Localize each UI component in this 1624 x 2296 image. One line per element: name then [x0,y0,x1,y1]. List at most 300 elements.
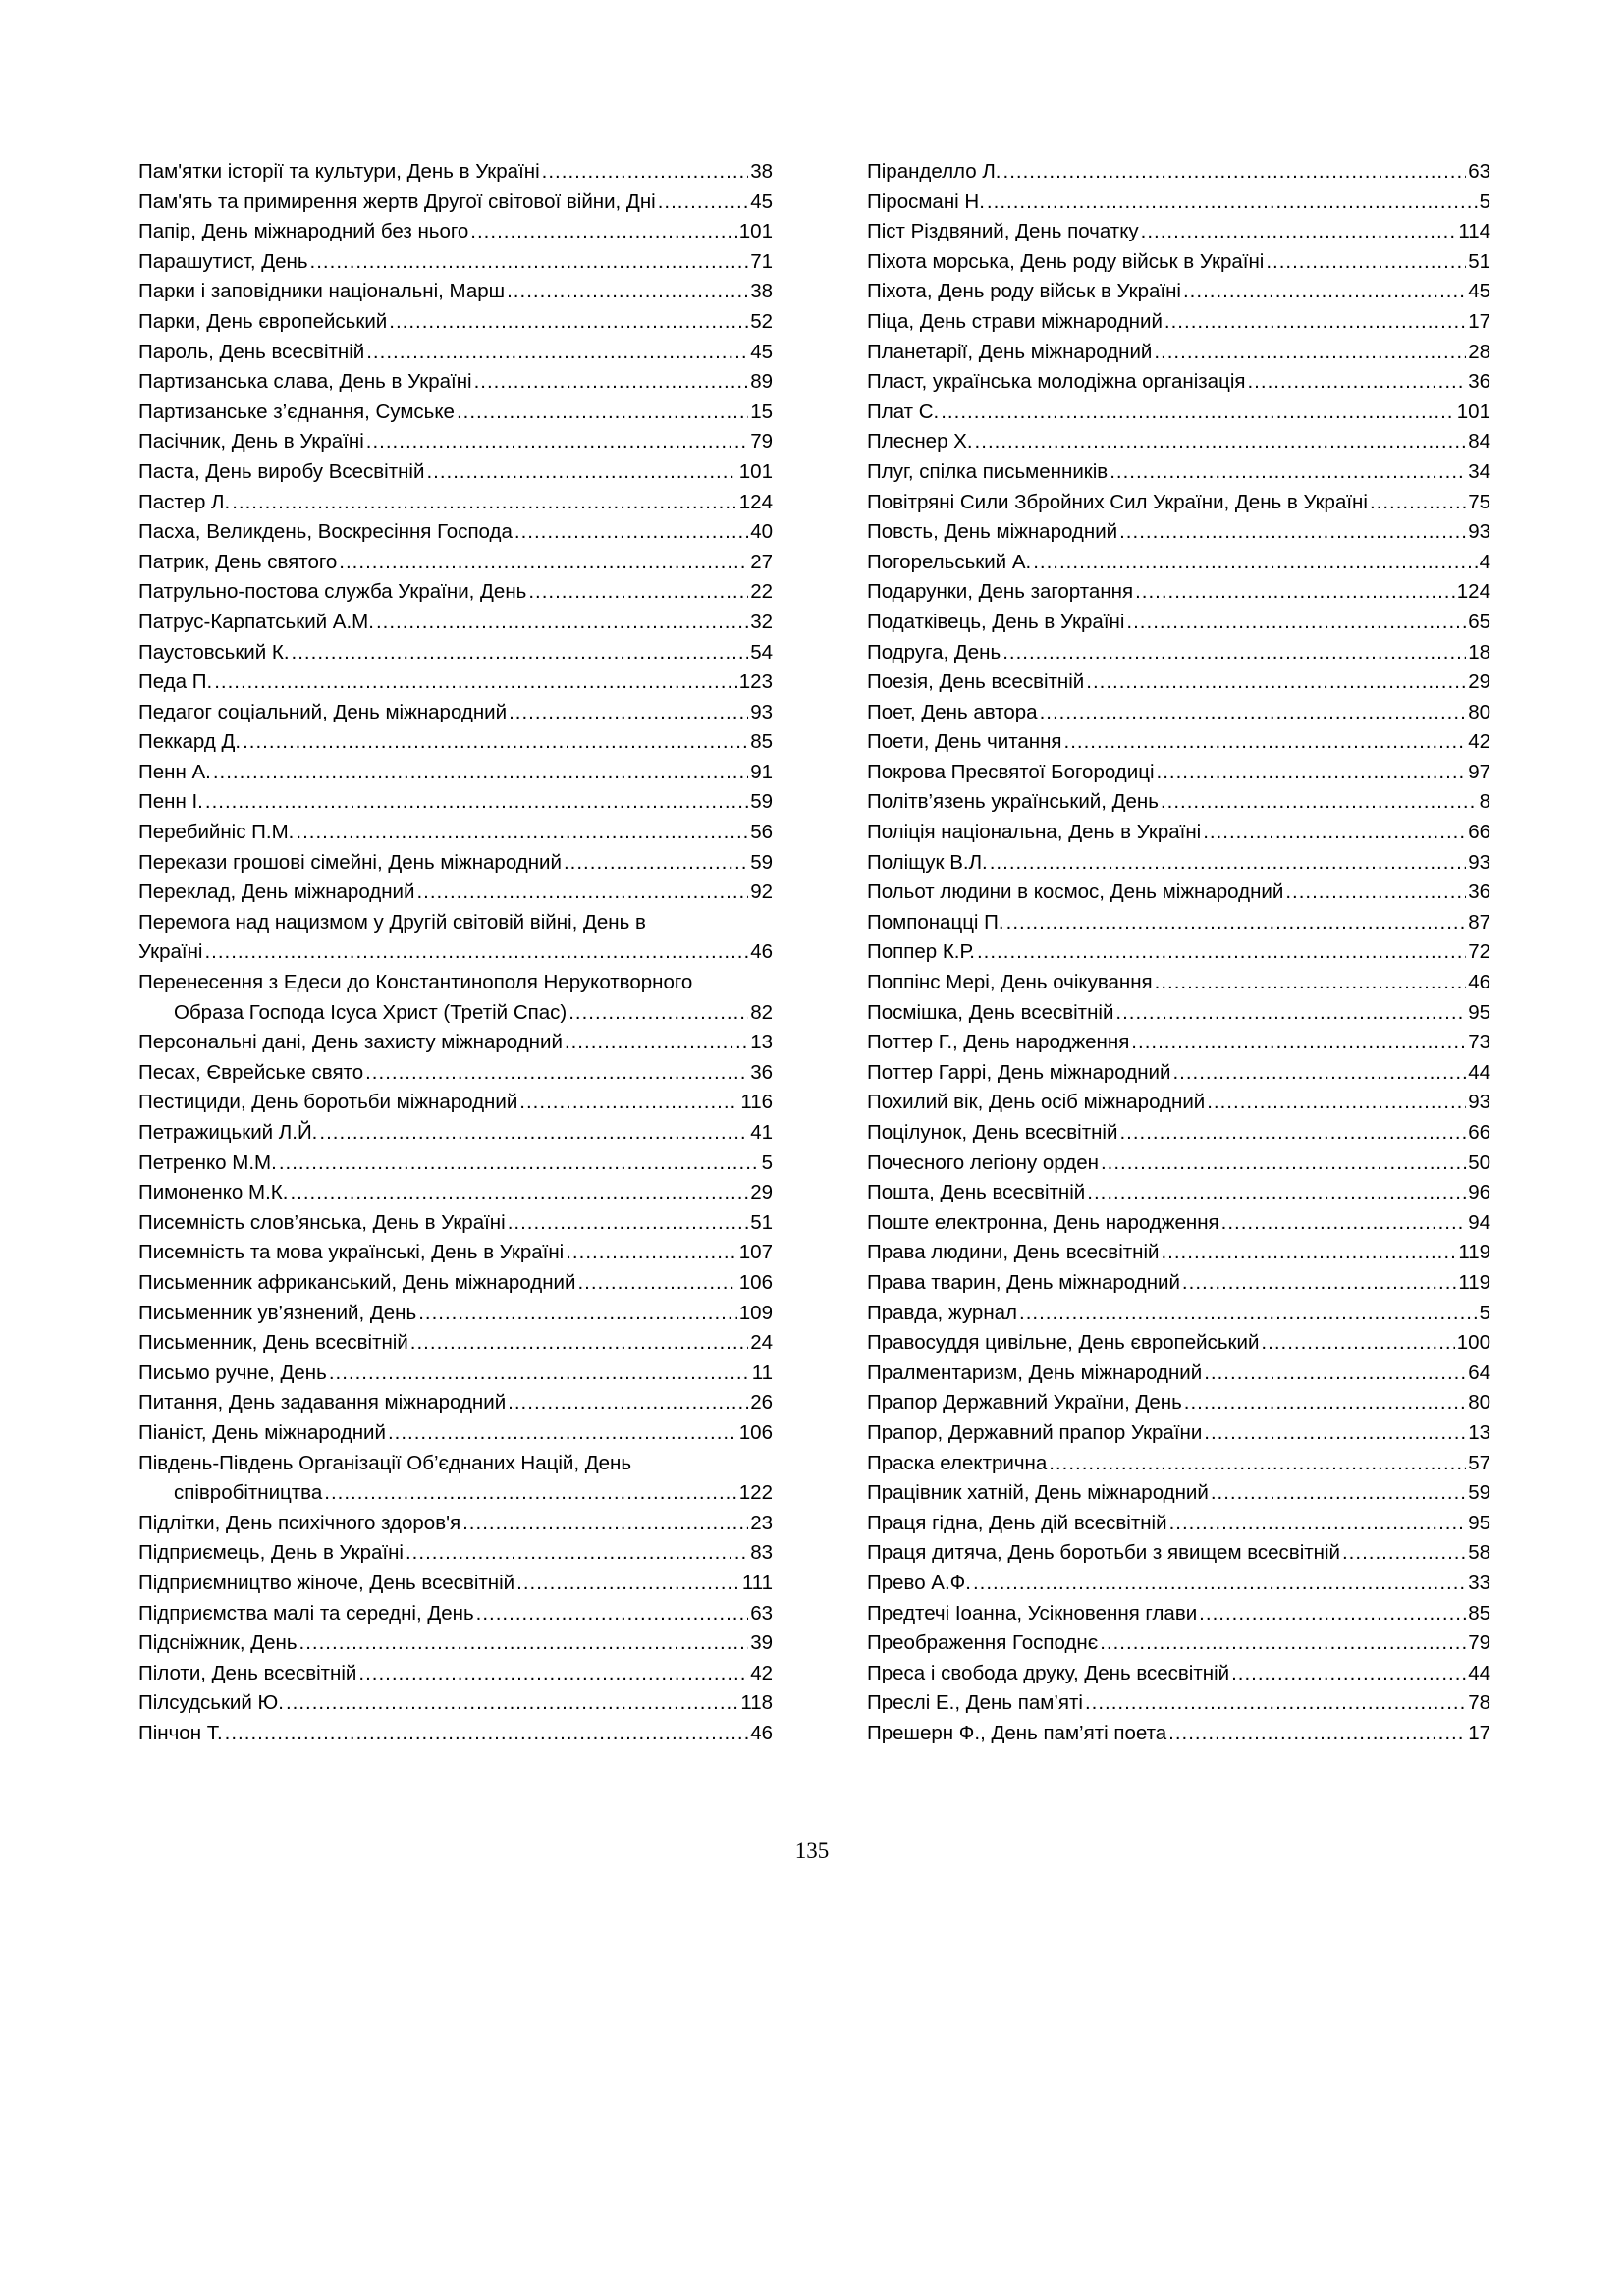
index-entry-text: Папір, День міжнародний без нього [138,220,469,243]
index-entry-page: 26 [750,1391,773,1415]
index-entry [138,1178,773,1208]
index-entry-text: співробітництва [174,1481,323,1505]
index-entry-text: Преображення Господнє [867,1631,1099,1655]
index-entry-text: Письменник африканський, День міжнародний [138,1270,576,1294]
index-entry-page: 95 [1468,1000,1490,1024]
dot-leader [1221,1208,1467,1239]
index-entry-page: 51 [750,1210,773,1234]
dot-leader [1135,577,1455,608]
index-entry [867,908,1490,938]
index-entry [867,517,1490,548]
dot-leader [542,157,749,187]
dot-leader [528,577,748,608]
dot-leader [1168,1719,1466,1749]
dot-leader [1182,1268,1456,1299]
index-entry-text: Правосуддя цивільне, День європейський [867,1331,1260,1355]
index-entry-text-first-line: Перемога над нацизмом у Другій світовій війні, День в [138,910,646,934]
index-entry-page: 59 [750,790,773,814]
index-entry [867,488,1490,518]
index-column-left [138,157,773,1748]
index-entry [138,758,773,788]
index-entry-text: Пралментаризм, День міжнародний [867,1361,1203,1384]
index-entry [867,1178,1490,1208]
index-entry [867,1148,1490,1179]
dot-leader [1183,277,1466,307]
index-entry-page: 15 [750,400,773,423]
dot-leader [1231,1659,1466,1689]
dot-leader [279,1148,760,1179]
dot-leader [973,1569,1466,1599]
index-entry [867,818,1490,848]
index-entry-text: Підприємець, День в Україні [138,1541,404,1565]
index-entry-text: Права людини, День всесвітній [867,1241,1160,1264]
dot-leader [1164,307,1466,338]
dot-leader [388,1418,737,1449]
index-entry [138,1629,773,1659]
index-entry-page: 63 [1468,160,1490,183]
index-entry [138,1509,773,1539]
index-entry-page: 85 [1468,1601,1490,1625]
index-entry [867,1238,1490,1268]
index-entry-text: Парки, День європейський [138,309,388,333]
index-entry-page: 73 [1468,1031,1490,1054]
index-entry-text: Письмо ручне, День [138,1361,327,1384]
index-entry-text: Патрульно-постова служба України, День [138,580,527,604]
index-entry [867,727,1490,758]
dot-leader [1266,247,1466,278]
index-entry-text: Підприємництво жіноче, День всесвітній [138,1571,515,1594]
index-entry [867,1418,1490,1449]
index-entry-text: Петренко М.М. [138,1150,277,1174]
index-entry-text: Парашутист, День [138,249,308,273]
index-entry [138,1449,773,1509]
index-entry-text: Парки і заповідники національні, Марш [138,280,506,303]
index-entry [867,548,1490,578]
index-entry-page: 38 [750,280,773,303]
index-entry-page: 36 [1468,370,1490,394]
index-entry-page: 54 [750,640,773,664]
index-entry [867,1268,1490,1299]
dot-leader [462,1509,748,1539]
index-entry-page: 59 [750,850,773,874]
index-entry-page: 46 [750,940,773,964]
index-entry [138,577,773,608]
dot-leader [987,187,1478,218]
index-entry-page: 29 [750,1181,773,1204]
index-entry-page: 29 [1468,670,1490,694]
index-entry [867,1659,1490,1689]
index-entry-text: Преслі Е., День пам’яті [867,1691,1083,1715]
index-entry-text: Поцілунок, День всесвітній [867,1121,1118,1144]
index-entry [867,1688,1490,1719]
index-entry-page: 42 [1468,730,1490,754]
index-entry-text: Пам'ятки історії та культури, День в Україні [138,160,540,183]
index-entry-text: Планетарії, День міжнародний [867,340,1153,363]
index-entry [867,937,1490,968]
dot-leader [225,1719,749,1749]
index-entry-page: 51 [1468,249,1490,273]
index-entry-page: 44 [1468,1060,1490,1084]
index-entry [138,398,773,428]
index-entry-text: Політв’язень український, День [867,790,1159,814]
page-number: 135 [794,1839,830,1863]
index-entry [138,908,773,968]
index-entry-text: Поліщук В.Л. [867,850,988,874]
index-entry-page: 79 [1468,1631,1490,1655]
dot-leader [508,1388,748,1418]
dot-leader [516,1569,740,1599]
dot-leader [1003,157,1467,187]
index-entry-page: 13 [1468,1420,1490,1444]
index-entry [867,427,1490,457]
index-entry [138,1058,773,1089]
index-entry-text: Образа Господа Ісуса Христ (Третій Спас) [174,1000,568,1024]
dot-leader [508,1208,749,1239]
index-entry-text: Податківець, День в Україні [867,610,1125,633]
index-entry-page: 97 [1468,760,1490,783]
dot-leader [658,187,748,218]
index-entry-page: 32 [750,610,773,633]
index-entry-text: Піросмані Н. [867,189,985,213]
index-entry-page: 101 [738,459,773,483]
dot-leader [299,1629,749,1659]
index-entry-page: 92 [750,881,773,904]
index-entry [867,338,1490,368]
dot-leader [990,848,1466,879]
index-entry-text-first-line: Південь-Південь Організації Об’єднаних Націй, День [138,1451,632,1474]
index-entry-page: 17 [1468,1721,1490,1744]
dot-leader [1261,1328,1454,1359]
dot-leader [1019,1299,1478,1329]
dot-leader [418,1299,737,1329]
index-entry-page: 28 [1468,340,1490,363]
index-entry-text: Пароль, День всесвітній [138,340,365,363]
index-entry-text: Патрик, День святого [138,550,338,573]
index-entry-text: Плуг, спілка письменників [867,459,1109,483]
index-entry [138,427,773,457]
index-entry-text: Піаніст, День міжнародний [138,1420,386,1444]
dot-leader [329,1359,750,1389]
index-entry [867,848,1490,879]
dot-leader [1157,758,1467,788]
index-entry-text-first-line: Перенесення з Едеси до Константинополя Нерукотворного [138,971,693,994]
dot-leader [1161,787,1478,818]
index-entry [138,1148,773,1179]
index-entry [138,1328,773,1359]
index-entry [867,1719,1490,1749]
dot-leader [1285,878,1466,908]
index-entry-text: Предтечі Іоанна, Усікновення глави [867,1601,1198,1625]
dot-leader [1211,1478,1466,1509]
index-entry [867,968,1490,998]
index-entry-page: 101 [1456,400,1490,423]
dot-leader [476,1599,749,1629]
dot-leader [1040,698,1467,728]
index-entry-page: 50 [1468,1150,1490,1174]
index-entry [138,1238,773,1268]
index-entry [867,187,1490,218]
index-entry-text: Педа П. [138,670,213,694]
index-entry [138,1268,773,1299]
index-entry-text: Помпонацці П. [867,910,1004,934]
index-entry-page: 39 [750,1631,773,1655]
dot-leader [243,727,748,758]
index-entry-page: 44 [1468,1661,1490,1684]
dot-leader [1006,908,1467,938]
dot-leader [292,638,749,668]
index-entry-text: Праця гідна, День дій всесвітній [867,1511,1167,1534]
index-entry-page: 56 [750,821,773,844]
index-entry [138,1118,773,1148]
dot-leader [514,517,748,548]
dot-leader [977,937,1466,968]
index-entry-text: Пестициди, День боротьби міжнародний [138,1091,518,1114]
index-entry-text: Поттер Гаррі, День міжнародний [867,1060,1171,1084]
dot-leader [365,1058,748,1089]
index-entry-page: 95 [1468,1511,1490,1534]
dot-leader [1207,1088,1466,1118]
index-entry [138,667,773,698]
index-entry-page: 18 [1468,640,1490,664]
index-entry-text: Піхота, День роду військ в Україні [867,280,1181,303]
dot-leader [214,667,737,698]
index-entry-text: Прапор Державний України, День [867,1391,1182,1415]
index-entry-page: 89 [750,370,773,394]
index-entry [867,217,1490,247]
index-entry-text: Пошта, День всесвітній [867,1181,1086,1204]
index-entry [867,1478,1490,1509]
index-entry [867,1028,1490,1058]
dot-leader [1154,338,1466,368]
index-entry-text: Переклад, День міжнародний [138,881,415,904]
index-entry-text: Поппер К.Р. [867,940,975,964]
dot-leader [1204,1359,1466,1389]
index-entry [138,1088,773,1118]
index-entry-page: 45 [1468,280,1490,303]
dot-leader [457,398,748,428]
index-entry [138,247,773,278]
index-entry [138,727,773,758]
index-entry-text: Письменник, День всесвітній [138,1331,408,1355]
index-column-right [867,157,1490,1748]
dot-leader [310,247,749,278]
index-entry-page: 59 [1468,1481,1490,1505]
dot-leader [1204,1418,1466,1449]
index-entry-text: Пласт, українська молодіжна організація [867,370,1246,394]
index-entry-page: 84 [1468,430,1490,454]
index-entry-page: 80 [1468,1391,1490,1415]
index-entry-text: Партизанське з’єднання, Сумське [138,400,455,423]
index-entry-text: Пам'ять та примирення жертв Другої світової війни, Дні [138,189,656,213]
index-entry-text: Праска електрична [867,1451,1048,1474]
dot-leader [1172,1058,1466,1089]
index-entry [867,1449,1490,1479]
index-entry-text: Плат С. [867,400,940,423]
index-entry-page: 17 [1468,309,1490,333]
index-entry-text: Пілсудський Ю. [138,1691,284,1715]
index-entry [138,488,773,518]
dot-leader [319,1118,748,1148]
index-entry-page: 93 [1468,1091,1490,1114]
index-entry-page: 118 [740,1691,773,1715]
index-entry [138,338,773,368]
dot-leader [566,1238,737,1268]
index-entry-text: Писемність слов’янська, День в Україні [138,1210,506,1234]
index-entry-text: Піхота морська, День роду військ в Україні [867,249,1265,273]
index-entry [867,367,1490,398]
index-entry [867,1629,1490,1659]
index-entry-text: Плеснер Х. [867,430,973,454]
index-entry [138,548,773,578]
index-entry-text: Права тварин, День міжнародний [867,1270,1180,1294]
index-entry-text: Правда, журнал [867,1301,1017,1324]
index-entry-page: 96 [1468,1181,1490,1204]
index-entry-text: Піранделло Л. [867,160,1001,183]
index-entry-page: 82 [750,1000,773,1024]
index-entry-text: Польот людини в космос, День міжнародний [867,881,1284,904]
dot-leader [389,307,748,338]
index-entry [138,517,773,548]
index-entry [138,878,773,908]
dot-leader [1155,968,1467,998]
index-entry-text: Почесного легіону орден [867,1150,1099,1174]
dot-leader [474,367,749,398]
index-entry-page: 72 [1468,940,1490,964]
index-entry [138,1388,773,1418]
index-entry [867,638,1490,668]
index-entry [867,1388,1490,1418]
index-entry-page: 38 [750,160,773,183]
index-entry [867,1118,1490,1148]
index-entry-page: 22 [750,580,773,604]
dot-leader [296,818,748,848]
dot-leader [1342,1538,1466,1569]
dot-leader [1101,1148,1466,1179]
index-entry-page: 65 [1468,610,1490,633]
index-entry-page: 119 [1458,1241,1490,1264]
index-entry [867,1328,1490,1359]
dot-leader [290,1178,748,1208]
index-entry-text: Посмішка, День всесвітній [867,1000,1114,1024]
dot-leader [410,1328,748,1359]
index-entry-text: Піца, День страви міжнародний [867,309,1163,333]
index-entry [867,247,1490,278]
index-entry-page: 91 [750,760,773,783]
index-entry-text: Пасха, Великдень, Воскресіння Господа [138,520,513,544]
dot-leader [1033,548,1477,578]
index-entry-text: Підприємства малі та середні, День [138,1601,474,1625]
index-entry [138,698,773,728]
index-entry-page: 79 [750,430,773,454]
dot-leader [1100,1629,1466,1659]
dot-leader [366,338,748,368]
index-entry-page: 5 [761,1150,773,1174]
index-entry-text: Пеккард Д. [138,730,242,754]
index-entry [867,998,1490,1029]
index-entry [867,1088,1490,1118]
index-entry [138,787,773,818]
index-entry [138,1719,773,1749]
index-entry-text: Педагог соціальний, День міжнародний [138,700,508,723]
index-entry-page: 4 [1479,550,1490,573]
index-entry-text: Подруга, День [867,640,1001,664]
dot-leader [406,1538,748,1569]
index-entry-page: 40 [750,520,773,544]
index-entry-page: 42 [750,1661,773,1684]
index-entry-page: 123 [738,670,773,694]
index-entry [138,157,773,187]
dot-leader [470,217,737,247]
index-entry-page: 107 [738,1241,773,1264]
index-entry [138,1688,773,1719]
index-entry-page: 71 [750,249,773,273]
index-entry-page: 111 [741,1571,773,1594]
index-entry-text: Письменник ув’язнений, День [138,1301,417,1324]
index-entry [867,157,1490,187]
dot-leader [1141,217,1457,247]
index-entry-page: 75 [1468,490,1490,513]
dot-leader [376,608,748,638]
dot-leader [1086,667,1466,698]
index-entry [138,1208,773,1239]
index-entry-page: 34 [1468,459,1490,483]
dot-leader [339,548,748,578]
index-entry-text: Поліція національна, День в Україні [867,821,1202,844]
index-entry-text: Поппінс Мері, День очікування [867,971,1153,994]
index-entry-text: Партизанська слава, День в Україні [138,370,472,394]
index-entry [138,277,773,307]
index-entry [867,1208,1490,1239]
index-entry-page: 80 [1468,700,1490,723]
index-entry-text: Повсть, День міжнародний [867,520,1118,544]
dot-leader [975,427,1467,457]
index-entry-text: Персональні дані, День захисту міжнародний [138,1031,563,1054]
dot-leader [1169,1509,1467,1539]
index-entry-text: Піст Різдвяний, День початку [867,220,1139,243]
index-entry [138,367,773,398]
index-entry-text: Песах, Єврейське свято [138,1060,364,1084]
index-entry [867,1599,1490,1629]
index-entry [867,608,1490,638]
dot-leader [205,787,748,818]
index-entry-text: Прешерн Ф., День пам’яті поета [867,1721,1167,1744]
dot-leader [1370,488,1466,518]
index-entry-text: Пимоненко М.К. [138,1181,289,1204]
index-entry-page: 58 [1468,1541,1490,1565]
index-entry-text: Питання, День задавання міжнародний [138,1391,507,1415]
index-entry-page: 83 [750,1541,773,1565]
dot-leader [507,277,748,307]
index-entry [138,217,773,247]
index-entry-text: Пенн І. [138,790,203,814]
index-entry [867,878,1490,908]
index-entry [867,277,1490,307]
index-entry-page: 124 [1456,580,1490,604]
dot-leader [358,1659,748,1689]
index-entry [867,1058,1490,1089]
dot-leader [426,457,736,488]
index-entry [867,758,1490,788]
index-entry-text: Підлітки, День психічного здоров'я [138,1511,461,1534]
index-entry-page: 45 [750,340,773,363]
dot-leader [577,1268,736,1299]
index-entry-text: Похилий вік, День осіб міжнародний [867,1091,1206,1114]
index-entry [867,1299,1490,1329]
index-entry-page: 23 [750,1511,773,1534]
index-entry [138,1028,773,1058]
index-entry-text: Паустовський К. [138,640,290,664]
dot-leader [1199,1599,1466,1629]
